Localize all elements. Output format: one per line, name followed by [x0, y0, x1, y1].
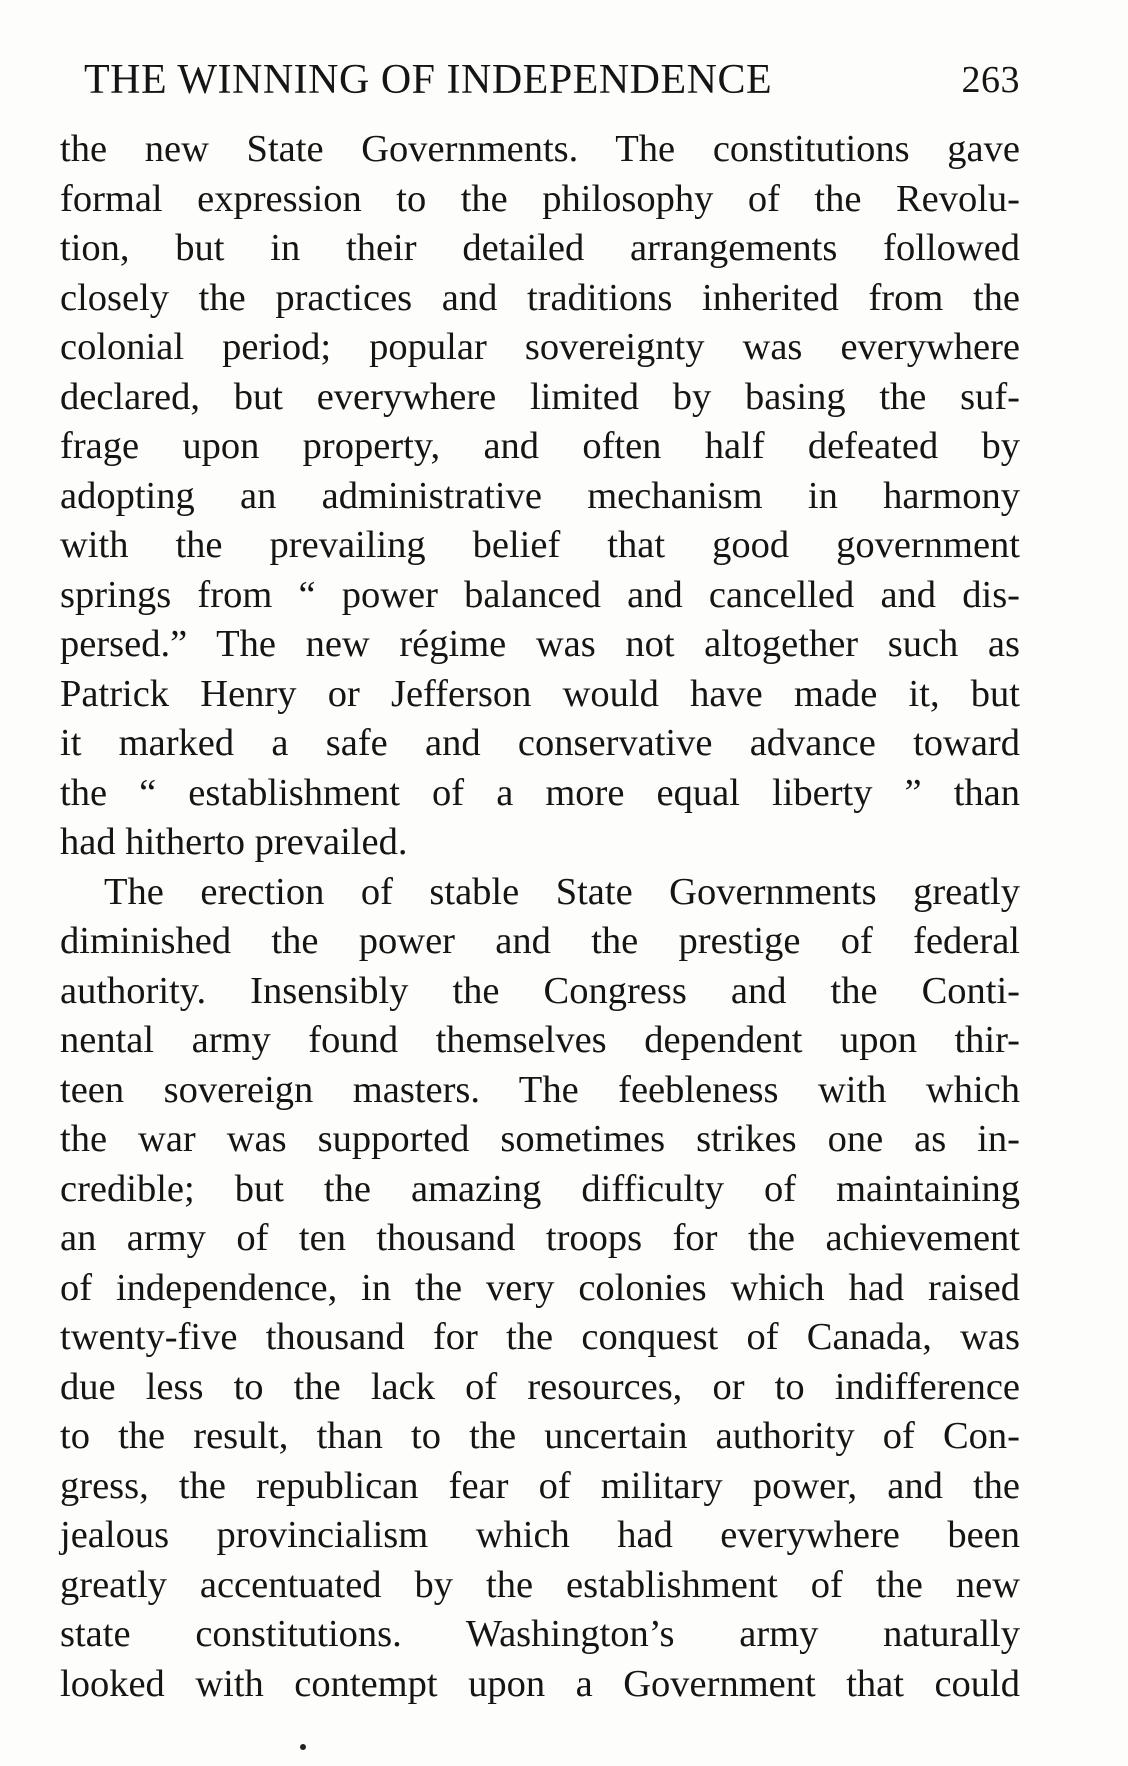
- paragraph-2: [60, 868, 1020, 1710]
- print-speck: [300, 1744, 306, 1750]
- text-line: Patrick Henry or Jefferson would have made it, but: [60, 672, 1020, 715]
- text-line: closely the practices and traditions inherited from the: [60, 276, 1020, 319]
- text-line: authority. Insensibly the Congress and the Conti-: [60, 969, 1020, 1012]
- text-line: due less to the lack of resources, or to indifference: [60, 1365, 1020, 1408]
- text-line: gress, the republican fear of military power, and the: [60, 1464, 1020, 1507]
- text-line: diminished the power and the prestige of federal: [60, 920, 1020, 962]
- text-line: had hitherto prevailed.: [60, 821, 408, 863]
- text-line: the “ establishment of a more equal liberty ” than: [60, 771, 1020, 814]
- paragraph-1: [60, 125, 1020, 868]
- text-line: an army of ten thousand troops for the achievement: [60, 1217, 1020, 1259]
- text-line: teen sovereign masters. The feebleness with which: [60, 1068, 1020, 1111]
- text-line: it marked a safe and conservative advance toward: [60, 722, 1020, 764]
- page-number: 263: [961, 59, 1020, 101]
- text-line: formal expression to the philosophy of the Revolu-: [60, 177, 1020, 220]
- text-line: of independence, in the very colonies which had raised: [60, 1266, 1020, 1309]
- text-line: looked with contempt upon a Government that could: [60, 1662, 1020, 1705]
- text-line: state constitutions. Washington’s army naturally: [60, 1613, 1020, 1655]
- text-line: tion, but in their detailed arrangements followed: [60, 227, 1020, 269]
- text-line: The erection of stable State Governments greatly: [104, 870, 1020, 913]
- body-text: [60, 125, 1020, 1709]
- text-line: the new State Governments. The constitutions gave: [60, 128, 1020, 170]
- text-line: frage upon property, and often half defeated by: [60, 425, 1020, 467]
- text-line: springs from “ power balanced and cancelled and dis-: [60, 573, 1020, 616]
- text-line: credible; but the amazing difficulty of maintaining: [60, 1167, 1020, 1210]
- text-line: greatly accentuated by the establishment of the new: [60, 1563, 1020, 1606]
- running-head-title: THE WINNING OF INDEPENDENCE: [84, 57, 773, 103]
- text-line: adopting an administrative mechanism in harmony: [60, 474, 1020, 517]
- text-line: colonial period; popular sovereignty was everywhere: [60, 326, 1020, 368]
- text-line: with the prevailing belief that good government: [60, 524, 1020, 566]
- text-line: jealous provincialism which had everywhere been: [60, 1514, 1020, 1556]
- text-line: twenty-five thousand for the conquest of Canada, was: [60, 1316, 1020, 1358]
- text-line: the war was supported sometimes strikes one as in-: [60, 1118, 1020, 1160]
- text-line: to the result, than to the uncertain authority of Con-: [60, 1415, 1020, 1457]
- text-line: declared, but everywhere limited by basing the suf-: [60, 375, 1020, 418]
- running-head: [84, 50, 1020, 110]
- text-line: persed.” The new régime was not altogether such as: [60, 623, 1020, 665]
- text-line: nental army found themselves dependent upon thir-: [60, 1019, 1020, 1061]
